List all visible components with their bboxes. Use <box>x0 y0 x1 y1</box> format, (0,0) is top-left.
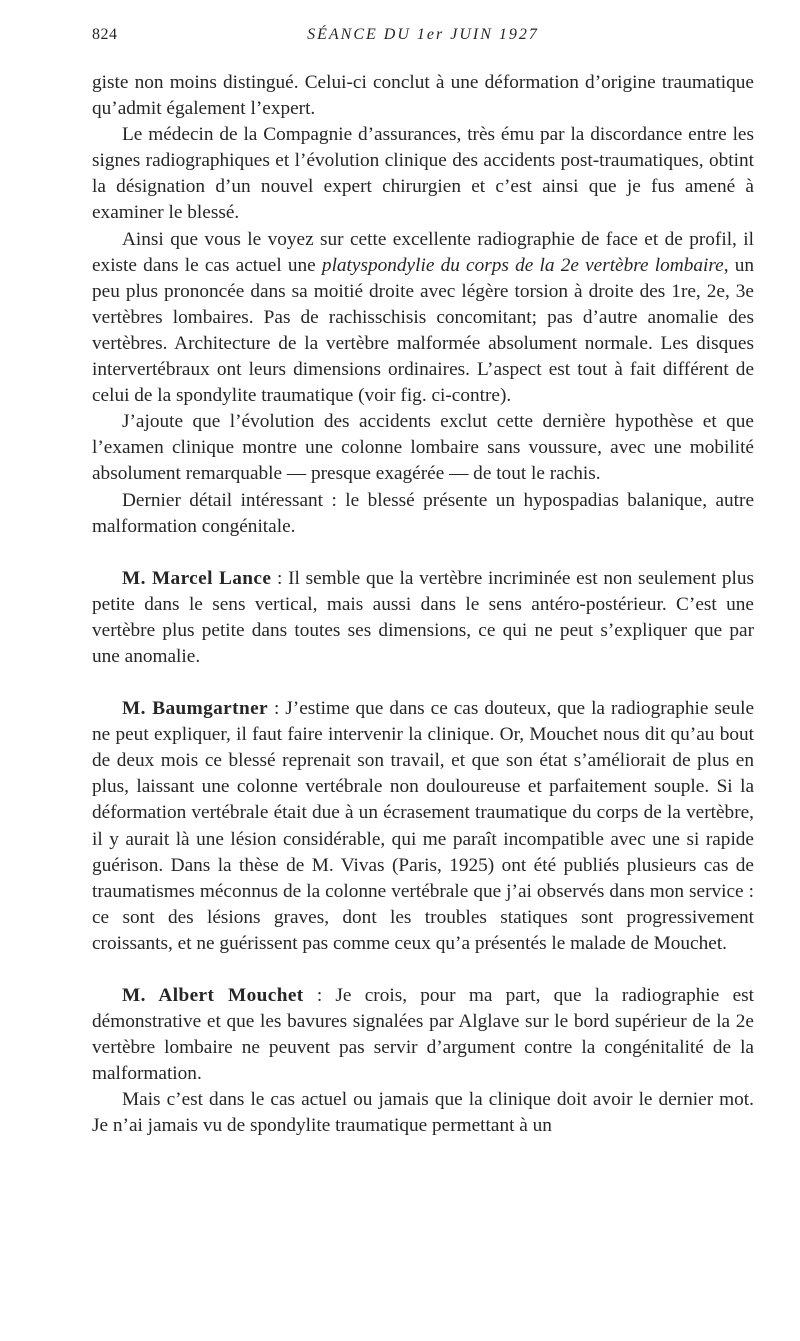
diagnosis-italic: platyspondylie du corps de la 2e vertèbre lombaire <box>321 254 724 276</box>
speech-text: : Il semble que la vertèbre incriminée est non seulement plus petite dans le sens vertical, mais aussi dans le sens antéro-postérieur. C’est une vertèbre plus petite dans toutes ses dimensions, ce qui ne peut s’expliquer que par une anomalie. <box>92 567 754 667</box>
paragraph: Dernier détail intéressant : le blessé présente un hypospadias balanique, autre malformation congénitale. <box>92 489 754 537</box>
page-header <box>92 26 754 52</box>
paragraph-final: Mais c’est dans le cas actuel ou jamais que la clinique doit avoir le dernier mot. Je n’ai jamais vu de spondylite traumatique permettant à un <box>92 1089 754 1137</box>
speech-text: : Je crois, pour ma part, que la radiographie est démonstrative et que les bavures signalées par Alglave sur le bord supérieur de la 2e vertèbre lombaire ne peuvent pas servir d’argument contre la congénitalité de la malformation. <box>92 985 754 1085</box>
speech-mouchet <box>92 983 754 1087</box>
page-number: 824 <box>92 26 118 43</box>
paragraph-platyspondylie <box>92 227 754 410</box>
speech-text: : J’estime que dans ce cas douteux, que la radiographie seule ne peut expliquer, il faut faire intervenir la clinique. Or, Mouchet nous dit qu’au bout de deux mois ce blessé reprenait son travail, et que son état s’améliorait de plus en plus, laissant une colonne vertébrale non douloureuse et parfaitement souple. Si la déformation vertébrale était due à un écrasement traumatique du corps de la vertèbre, il y aurait là une lésion considérable, qui me paraît incompatible avec une si rapide guérison. Dans la thèse de M. Vivas (Paris, 1925) ont été publiés plusieurs cas de traumatismes méconnus de la colonne vertébrale que j’ai observés dans mon service : ce sont des lésions graves, dont les troubles statiques sont progressivement croissants, et ne guérissent pas comme ceux qu’a présentés le malade de Mouchet. <box>92 698 754 954</box>
page-body <box>92 70 754 1140</box>
paragraph-text: , un peu plus prononcée dans sa moitié droite avec légère torsion à droite des 1re, 2e, 3e vertèbres lombaires. Pas de rachisschisis concomitant; pas d’autre anomalie des vertèbres. Architecture de la vertèbre malformée absolument normale. Les disques intervertébraux ont leurs dimensions ordinaires. L’aspect est tout à fait différent de celui de la spondylite traumatique (voir fig. ci-contre). <box>92 254 755 407</box>
running-head: SÉANCE DU 1er JUIN 1927 <box>307 26 539 43</box>
paragraph: J’ajoute que l’évolution des accidents exclut cette dernière hypothèse et que l’examen clinique montre une colonne lombaire sans voussure, avec une mobilité absolument remarquable — presque exagérée — de tout le rachis. <box>92 411 754 485</box>
speaker-name: M. Marcel Lance <box>122 567 272 589</box>
speech-baumgartner <box>92 696 754 957</box>
paragraph-text: Ainsi que vous le voyez sur cette excellente radiographie de face et de profil, il existe dans le cas actuel une <box>92 228 754 276</box>
paragraph-continuation: giste non moins distingué. Celui-ci conclut à une déformation d’origine traumatique qu’admit également l’expert. <box>92 72 754 120</box>
speaker-name: M. Baumgartner <box>122 698 268 720</box>
speaker-name: M. Albert Mouchet <box>122 985 304 1006</box>
speech-lance <box>92 566 754 670</box>
paragraph: Le médecin de la Compagnie d’assurances, très ému par la discordance entre les signes radiographiques et l’évolution clinique des accidents post-traumatiques, obtint la désignation d’un nouvel expert chirurgien et c’est ainsi que je fus amené à examiner le blessé. <box>92 124 754 224</box>
